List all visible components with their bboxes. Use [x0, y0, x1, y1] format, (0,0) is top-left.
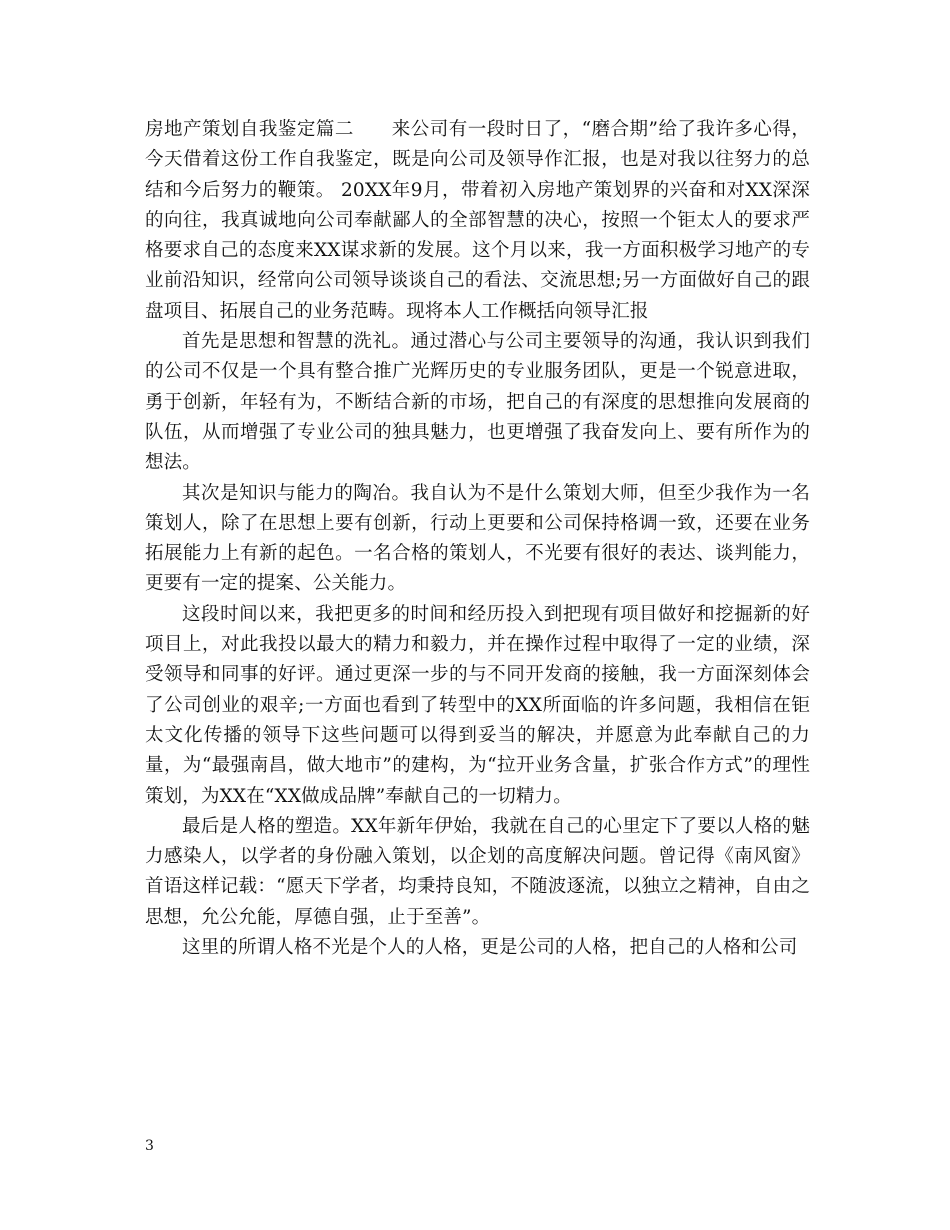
paragraph-intro: 房地产策划自我鉴定篇二 来公司有一段时日了，“磨合期”给了我许多心得，今天借着这份工作自我鉴定，既是向公司及领导作汇报，也是对我以往努力的总结和今后努力的鞭策。 20XX年9月，带着初入房地产策划界的兴奋和对XX深深的向往，我真诚地向公司奉献鄙人的全部智慧的决心，按照一个钜太人的要求严格要求自己的态度来XX谋求新的发展。这个月以来，我一方面积极学习地产的专业前沿知识，经常向公司领导谈谈自己的看法、交流思想;另一方面做好自己的跟盘项目、拓展自己的业务范畴。现将本人工作概括向领导汇报	[145, 119, 810, 322]
paragraph-knowledge: 其次是知识与能力的陶冶。我自认为不是什么策划大师，但至少我作为一名策划人，除了在思想上要有创新，行动上更要和公司保持格调一致，还要在业务拓展能力上有新的起色。一名合格的策划人，不光要有很好的表达、谈判能力，更要有一定的提案、公关能力。	[145, 482, 810, 595]
paragraph-personality: 最后是人格的塑造。XX年新年伊始，我就在自己的心里定下了要以人格的魅力感染人，以学者的身份融入策划，以企划的高度解决问题。曾记得《南风窗》首语这样记载：“愿天下学者，均秉持良知，不随波逐流，以独立之精神，自由之思想，允公允能，厚德自强，止于至善”。	[145, 815, 810, 928]
document-body	[145, 115, 810, 963]
page-number: 3	[145, 1138, 154, 1154]
paragraph-continued: 这里的所谓人格不光是个人的人格，更是公司的人格，把自己的人格和公司	[182, 937, 798, 959]
paragraph-work: 这段时间以来，我把更多的时间和经历投入到把现有项目做好和挖掘新的好项目上，对此我投以最大的精力和毅力，并在操作过程中取得了一定的业绩，深受领导和同事的好评。通过更深一步的与不同开发商的接触，我一方面深刻体会了公司创业的艰辛;一方面也看到了转型中的XX所面临的许多问题，我相信在钜太文化传播的领导下这些问题可以得到妥当的解决，并愿意为此奉献自己的力量，为“最强南昌，做大地市”的建构，为“拉开业务含量，扩张合作方式”的理性策划，为XX在“XX做成品牌”奉献自己的一切精力。	[145, 603, 810, 807]
paragraph-thought: 首先是思想和智慧的洗礼。通过潜心与公司主要领导的沟通，我认识到我们的公司不仅是一个具有整合推广光辉历史的专业服务团队，更是一个锐意进取，勇于创新，年轻有为，不断结合新的市场，把自己的有深度的思想推向发展商的队伍，从而增强了专业公司的独具魅力，也更增强了我奋发向上、要有所作为的想法。	[145, 331, 810, 474]
